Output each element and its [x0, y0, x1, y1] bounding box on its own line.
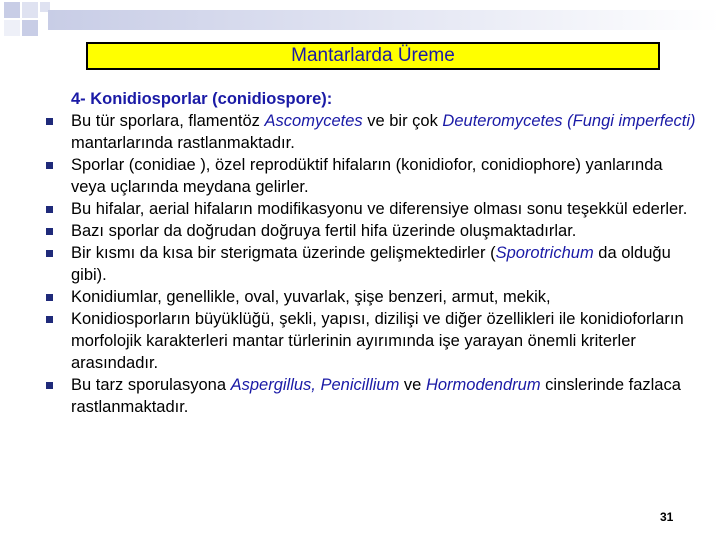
bullet-item	[46, 242, 696, 286]
scientific-name: Hormodendrum	[425, 376, 541, 394]
scientific-name: Sporotrichum	[495, 244, 594, 262]
bullet-text: Konidiosporların büyüklüğü, şekli, yapısı, dizilişi ve diğer özellikleri ile konidioforların morfolojik karakterleri mantar türlerinin ayırımında işe yarayan önemli kriterler arasındadır.	[71, 310, 684, 372]
bullet-item	[46, 220, 696, 242]
bullet-text: Bu tür sporlara, flamentöz	[71, 112, 265, 130]
bullet-list	[46, 110, 696, 418]
bullet-square-icon	[46, 206, 53, 213]
page-number: 31	[660, 510, 674, 524]
bullet-square-icon	[46, 250, 53, 257]
decor-square	[22, 20, 38, 36]
bullet-text: Bazı sporlar da doğrudan doğruya fertil hifa üzerinde oluşmaktadırlar.	[71, 222, 577, 240]
bullet-square-icon	[46, 118, 53, 125]
bullet-square-icon	[46, 228, 53, 235]
scientific-name: Ascomycetes	[264, 112, 363, 130]
bullet-text: Konidiumlar, genellikle, oval, yuvarlak, şişe benzeri, armut, mekik,	[71, 288, 551, 306]
bullet-item	[46, 374, 696, 418]
decor-square	[4, 2, 20, 18]
bullet-text: Bu hifalar, aerial hifaların modifikasyonu ve diferensiye olması sonu teşekkül ederler.	[71, 200, 688, 218]
bullet-square-icon	[46, 294, 53, 301]
top-decoration-band	[48, 10, 720, 30]
section-heading: 4- Konidiosporlar (conidiospore):	[71, 90, 333, 108]
slide-title: Mantarlarda Üreme	[291, 45, 455, 66]
bullet-item	[46, 286, 696, 308]
bullet-text: Bir kısmı da kısa bir sterigmata üzerinde gelişmektedirler (	[71, 244, 496, 262]
bullet-text: Bu tarz sporulasyona	[71, 376, 231, 394]
scientific-name: Aspergillus, Penicillium	[230, 376, 400, 394]
bullet-square-icon	[46, 382, 53, 389]
bullet-text: ve	[399, 376, 426, 394]
bullet-item	[46, 198, 696, 220]
bullet-text: Sporlar (conidiae ), özel reprodüktif hifaların (konidiofor, conidiophore) yanlarında veya uçlarında meydana gelirler.	[71, 156, 663, 196]
bullet-square-icon	[46, 316, 53, 323]
scientific-name: Deuteromycetes (Fungi imperfecti)	[442, 112, 696, 130]
slide-content	[46, 88, 696, 418]
decor-square	[22, 2, 38, 18]
bullet-text: ve bir çok	[362, 112, 443, 130]
bullet-item	[46, 154, 696, 198]
bullet-text: cinslerinde fazlaca rastlanmaktadır.	[71, 376, 681, 416]
bullet-text: da olduğu gibi).	[71, 244, 671, 284]
decor-square	[4, 20, 20, 36]
bullet-text: mantarlarında rastlanmaktadır.	[71, 134, 295, 152]
bullet-square-icon	[46, 162, 53, 169]
bullet-item	[46, 308, 696, 374]
bullet-item	[46, 110, 696, 154]
title-box	[86, 42, 660, 70]
